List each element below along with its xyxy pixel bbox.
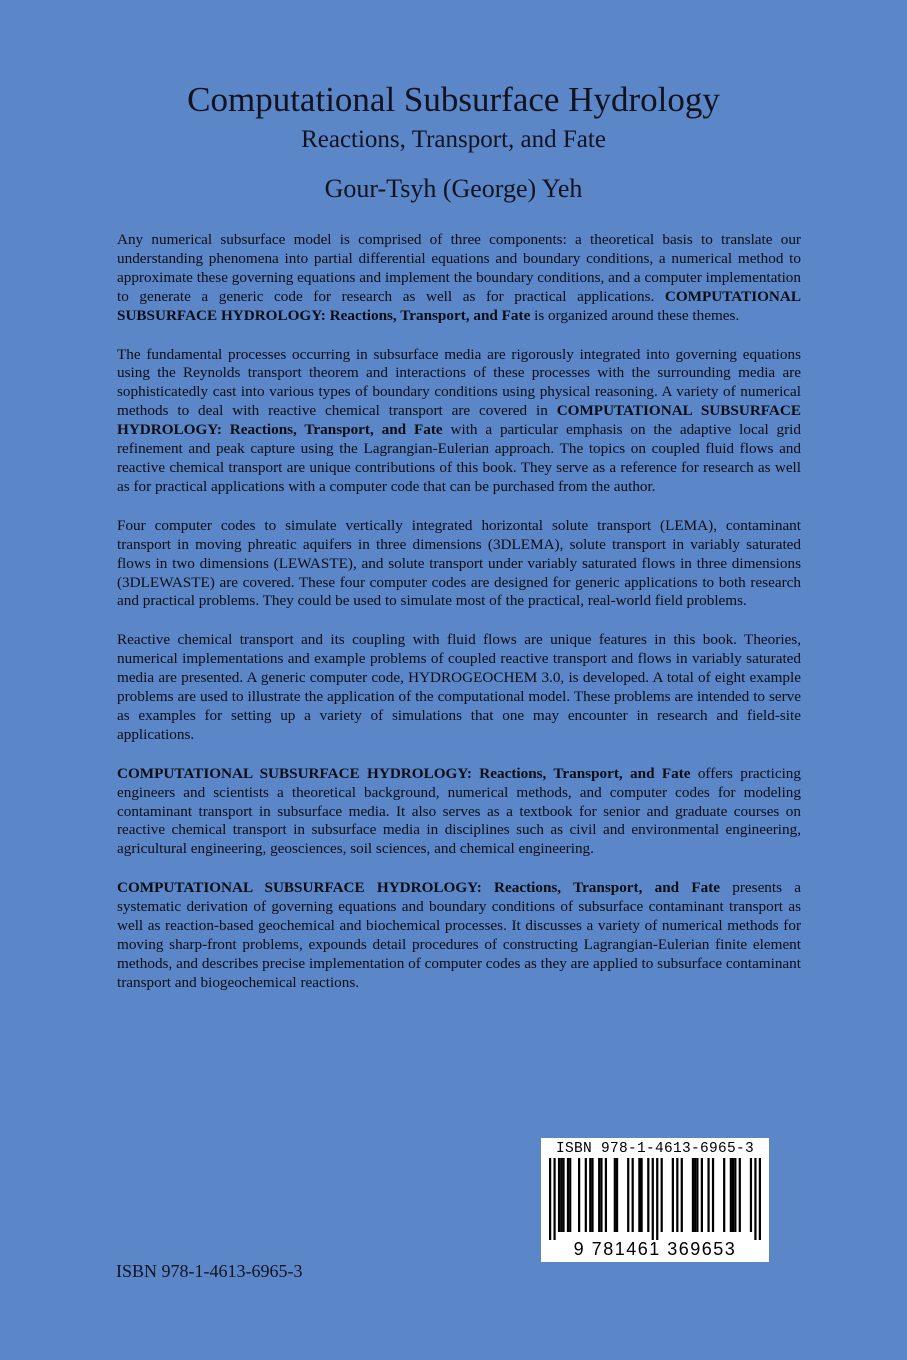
barcode-bar xyxy=(614,1158,616,1232)
barcode-bar xyxy=(692,1158,694,1232)
blurb-paragraph xyxy=(117,517,801,612)
book-title-bold: COMPUTATIONAL SUBSURFACE HYDROLOGY: Reactions, Transport, and Fate xyxy=(117,402,801,439)
barcode-bar xyxy=(739,1158,741,1232)
paragraph-text: The fundamental processes occurring in subsurface media are rigorously integrated into governing equations using the Reynolds transport theorem and interactions of these processes with the surrounding media are sophisticatedly cast into various types of boundary conditions using physical reasoning. A variety of numerical methods to deal with reactive chemical transport are covered in xyxy=(117,345,801,420)
barcode-guard-bar xyxy=(759,1158,761,1240)
barcode-bar xyxy=(696,1158,698,1232)
paragraph-text: with a particular emphasis on the adaptive local grid refinement and peak capture using the Lagrangian-Eulerian approach. The topics on coupled fluid flows and reactive chemical transport are unique contributions of this book. They serve as a reference for research as well as for practical applications with a computer code that can be purchased from the author. xyxy=(117,421,801,495)
paragraph-text: Reactive chemical transport and its coupling with fluid flows are unique features in this book. Theories, numerical implementations and example problems of coupled reactive transport and flows in variably saturated media are presented. A generic computer code, HYDROGEOCHEM 3.0, is developed. A total of eight example problems are used to illustrate the application of the computational model. These problems are intended to serve as examples for setting up a variety of simulations that one may encounter in research and field-site applications. xyxy=(117,631,801,743)
barcode-bar xyxy=(732,1158,734,1232)
barcode-label xyxy=(541,1138,769,1262)
book-author: Gour-Tsyh (George) Yeh xyxy=(324,174,583,203)
barcode-bar xyxy=(591,1158,593,1232)
barcode-guard-bar xyxy=(553,1158,555,1240)
barcode-bar xyxy=(616,1158,618,1232)
barcode-bar xyxy=(585,1158,587,1232)
book-title: Computational Subsurface Hydrology xyxy=(187,80,720,119)
barcode-bar xyxy=(707,1158,709,1232)
barcode-bar xyxy=(558,1158,560,1232)
blurb-text xyxy=(117,231,801,1013)
isbn-bottom-text: ISBN 978-1-4613-6965-3 xyxy=(116,1261,303,1281)
paragraph-text: Any numerical subsurface model is comprised of three components: a theoretical basis to translate our understanding phenomena into partial differential equations and boundary conditions, a numerical method to approximate these governing equations and implement the boundary conditions, and a computer implementation to generate a generic code for research as well as for practical applications. xyxy=(117,231,801,305)
barcode-bar xyxy=(600,1158,602,1232)
barcode-guard-bar xyxy=(754,1158,756,1240)
barcode-ean-digits: 9 781461 369653 xyxy=(573,1239,737,1259)
book-subtitle: Reactions, Transport, and Fate xyxy=(301,126,606,153)
barcode-bar xyxy=(647,1158,649,1232)
barcode-bar xyxy=(730,1158,732,1232)
barcode-guard-bar xyxy=(549,1158,551,1240)
barcode-bar xyxy=(750,1158,752,1232)
barcode-bar xyxy=(640,1158,642,1232)
blurb-paragraph xyxy=(117,231,801,326)
barcode-bars xyxy=(549,1158,761,1240)
barcode-bar xyxy=(560,1158,562,1232)
book-title-bold: COMPUTATIONAL SUBSURFACE HYDROLOGY: Reactions, Transport, and Fate xyxy=(117,764,691,782)
barcode-bar xyxy=(694,1158,696,1232)
barcode-bar xyxy=(627,1158,629,1232)
barcode-bar xyxy=(569,1158,571,1232)
book-title-bold: COMPUTATIONAL SUBSURFACE HYDROLOGY: Reactions, Transport, and Fate xyxy=(117,287,801,324)
blurb-paragraph xyxy=(117,765,801,860)
barcode-bar xyxy=(701,1158,703,1232)
barcode-bar xyxy=(734,1158,736,1232)
barcode-bar xyxy=(712,1158,714,1232)
barcode-bar xyxy=(661,1158,663,1232)
barcode-guard-bar xyxy=(656,1158,658,1240)
blurb-paragraph xyxy=(117,631,801,744)
blurb-paragraph xyxy=(117,879,801,992)
barcode-bar xyxy=(578,1158,580,1232)
paragraph-text: offers practicing engineers and scientists a theoretical background, numerical methods, and computer codes for modeling contaminant transport in subsurface media. It also serves as a textbook for senior and graduate courses on reactive chemical transport in subsurface media in disciplines such as civil and environmental engineering, agricultural engineering, geosciences, soil sciences, and chemical engineering. xyxy=(117,764,801,858)
barcode-isbn-text: ISBN 978-1-4613-6965-3 xyxy=(555,1141,755,1157)
barcode-bar xyxy=(598,1158,600,1232)
barcode-bar xyxy=(605,1158,607,1232)
barcode-bar xyxy=(562,1158,564,1232)
barcode-bar xyxy=(672,1158,674,1232)
barcode-bar xyxy=(638,1158,640,1232)
barcode-bar xyxy=(723,1158,725,1232)
paragraph-text: presents a systematic derivation of governing equations and boundary conditions of subsurface contaminant transport as well as reaction-based geochemical and biochemical processes. It discusses a variety of numerical methods for moving sharp-front problems, expounds detail procedures of constructing Lagrangian-Eulerian finite element methods, and describes precise implementation of computer codes as they are applied to subsurface contaminant transport and biogeochemical reactions. xyxy=(117,879,802,991)
barcode-guard-bar xyxy=(652,1158,654,1240)
barcode-bar xyxy=(681,1158,683,1232)
barcode-bar xyxy=(589,1158,591,1232)
barcode-bar xyxy=(676,1158,678,1232)
barcode-bar xyxy=(632,1158,634,1232)
book-title-bold: COMPUTATIONAL SUBSURFACE HYDROLOGY: Reactions, Transport, and Fate xyxy=(117,879,721,897)
paragraph-text: is organized around these themes. xyxy=(530,306,740,324)
blurb-paragraph xyxy=(117,346,801,497)
paragraph-text: Four computer codes to simulate vertically integrated horizontal solute transport (LEMA), contaminant transport in moving phreatic aquifers in three dimensions (3DLEMA), solute transport in variably saturated flows in two dimensions (LEWASTE), and solute transport under variably saturated flows in three dimensions (3DLEWASTE) are covered. These four computer codes are designed for generic applications to both research and practical problems. They could be used to simulate most of the practical, real-world field problems. xyxy=(117,516,801,610)
barcode-bar xyxy=(567,1158,569,1232)
